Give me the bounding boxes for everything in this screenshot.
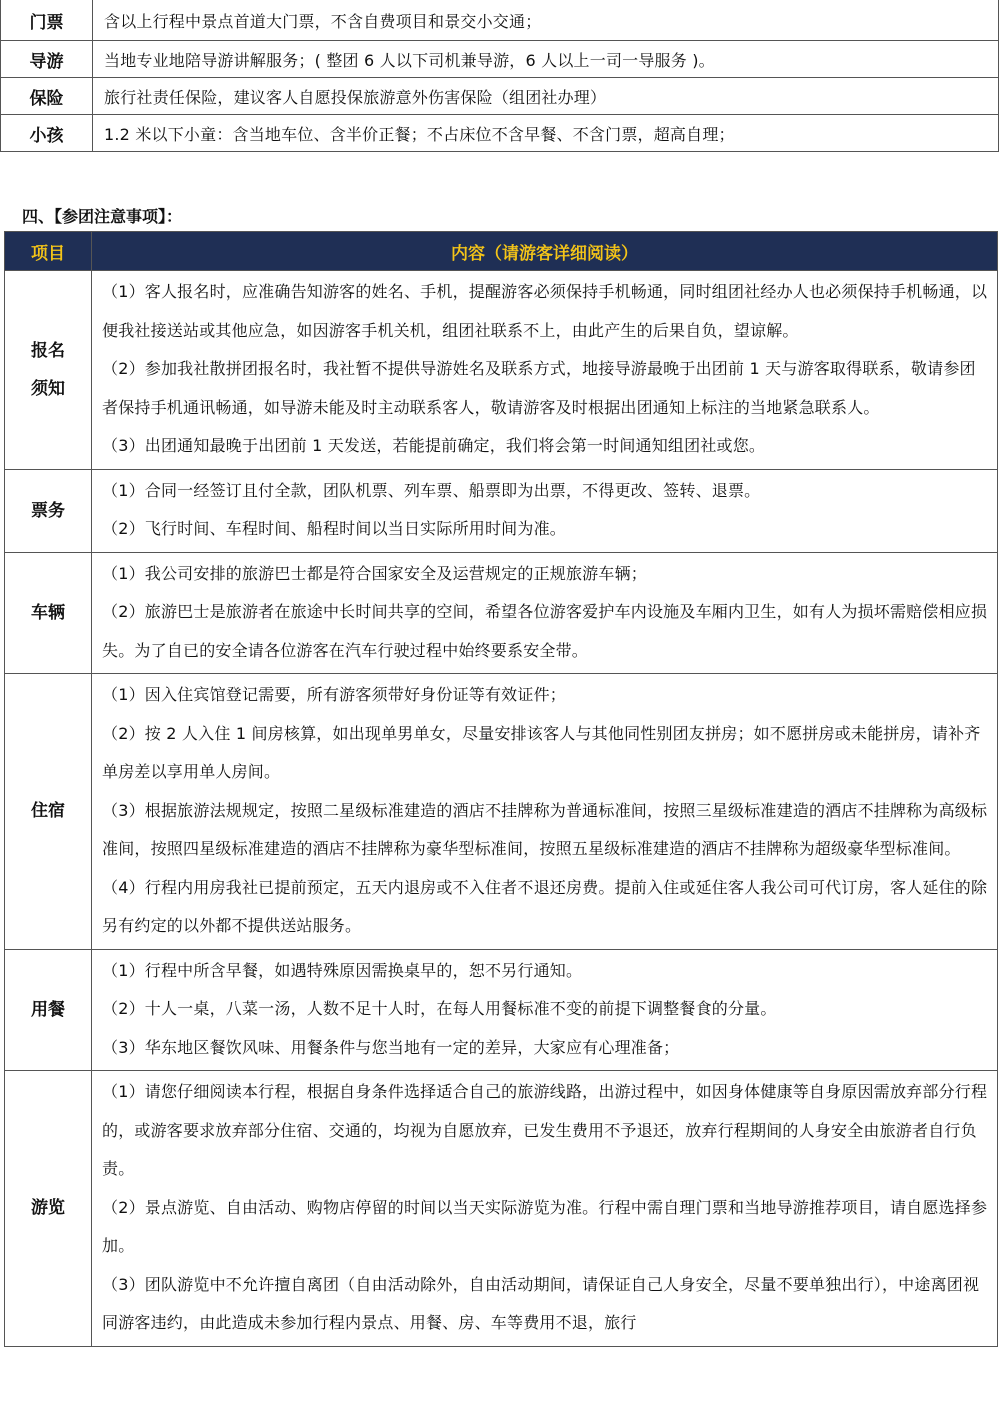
row-key <box>5 674 92 950</box>
row-key-line: 住宿 <box>31 801 65 822</box>
row-key <box>5 552 92 674</box>
table-row <box>5 271 998 470</box>
row-content <box>92 674 998 950</box>
table-row <box>1 78 999 115</box>
row-content <box>92 1071 998 1347</box>
table-row <box>1 115 999 152</box>
paragraph: （4）行程内用房我社已提前预定，五天内退房或不入住者不退还房费。提前入住或延住客人我公司可代订房，客人延住的除另有约定的以外都不提供送站服务。 <box>102 877 988 935</box>
row-key: 导游 <box>1 41 93 78</box>
fee-include-table <box>0 0 999 152</box>
table-row <box>5 552 998 674</box>
row-key <box>5 469 92 552</box>
paragraph: （1）合同一经签订且付全款，团队机票、列车票、船票即为出票，不得更改、签转、退票。 <box>102 480 761 500</box>
paragraph: （2）飞行时间、车程时间、船程时间以当日实际所用时间为准。 <box>102 519 566 538</box>
row-value: 1.2 米以下小童：含当地车位、含半价正餐；不占床位不含早餐、不含门票，超高自理； <box>93 115 999 152</box>
row-key <box>5 1071 92 1347</box>
row-value: 当地专业地陪导游讲解服务；( 整团 6 人以下司机兼导游，6 人以上一司一导服务 )。 <box>93 41 999 78</box>
paragraph: （3）华东地区餐饮风味、用餐条件与您当地有一定的差异，大家应有心理准备； <box>102 1037 680 1057</box>
row-key <box>5 949 92 1071</box>
header-item: 项目 <box>5 232 92 271</box>
paragraph: （1）行程中所含早餐，如遇特殊原因需换桌早的，恕不另行通知。 <box>102 960 583 980</box>
paragraph: （1）因入住宾馆登记需要，所有游客须带好身份证等有效证件； <box>102 685 566 704</box>
notes-table <box>4 231 998 1347</box>
row-key-line: 票务 <box>31 500 65 521</box>
paragraph: （1）客人报名时，应准确告知游客的姓名、手机，提醒游客必须保持手机畅通，同时组团社经办人也必须保持手机畅通，以便我社接送站或其他应急，如因游客手机关机，组团社联系不上，由此产生的后果自负，望谅解。 <box>102 282 988 340</box>
row-value: 旅行社责任保险，建议客人自愿投保旅游意外伤害保险（组团社办理） <box>93 78 999 115</box>
paragraph: （2）十人一桌，八菜一汤，人数不足十人时，在每人用餐标准不变的前提下调整餐食的分量。 <box>102 999 777 1018</box>
table-header-row <box>5 232 998 271</box>
paragraph: （3）根据旅游法规规定，按照二星级标准建造的酒店不挂牌称为普通标准间，按照三星级标准建造的酒店不挂牌称为高级标准间，按照四星级标准建造的酒店不挂牌称为豪华型标准间，按照五星级标准建造的酒店不挂牌称为超级豪华型标准间。 <box>102 800 988 858</box>
paragraph: （1）请您仔细阅读本行程，根据自身条件选择适合自己的旅游线路，出游过程中，如因身体健康等自身原因需放弃部分行程的，或游客要求放弃部分住宿、交通的，均视为自愿放弃，已发生费用不予退还，放弃行程期间的人身安全由旅游者自行负责。 <box>102 1082 988 1178</box>
table-row <box>5 674 998 950</box>
row-key: 保险 <box>1 78 93 115</box>
paragraph: （1）我公司安排的旅游巴士都是符合国家安全及运营规定的正规旅游车辆； <box>102 563 647 583</box>
paragraph: （3）出团通知最晚于出团前 1 天发送，若能提前确定，我们将会第一时间通知组团社或您。 <box>102 436 766 455</box>
row-key-line: 车辆 <box>31 602 65 623</box>
row-key-line: 须知 <box>31 378 65 399</box>
table-row <box>1 41 999 78</box>
row-content <box>92 469 998 552</box>
header-content: 内容（请游客详细阅读） <box>92 232 998 271</box>
table-row <box>5 469 998 552</box>
row-content <box>92 552 998 674</box>
row-key <box>5 271 92 470</box>
row-value: 含以上行程中景点首道大门票，不含自费项目和景交小交通； <box>93 0 999 41</box>
row-key: 小孩 <box>1 115 93 152</box>
row-key-line: 游览 <box>31 1198 65 1219</box>
row-key: 门票 <box>1 0 93 41</box>
row-key-line: 报名 <box>31 340 65 361</box>
table-row <box>5 1071 998 1347</box>
paragraph: （2）旅游巴士是旅游者在旅途中长时间共享的空间，希望各位游客爱护车内设施及车厢内卫生，如有人为损坏需赔偿相应损失。为了自已的安全请各位游客在汽车行驶过程中始终要系安全带。 <box>102 602 988 660</box>
section-title: 四、【参团注意事项】： <box>22 207 183 226</box>
paragraph: （2）景点游览、自由活动、购物店停留的时间以当天实际游览为准。行程中需自理门票和当地导游推荐项目，请自愿选择参加。 <box>102 1197 988 1255</box>
table-row <box>5 949 998 1071</box>
table-row <box>1 0 999 41</box>
paragraph: （2）参加我社散拼团报名时，我社暂不提供导游姓名及联系方式，地接导游最晚于出团前 1 天与游客取得联系，敬请参团者保持手机通讯畅通，如导游未能及时主动联系客人，敬请游客及时根据出团通知上标注的当地紧急联系人。 <box>102 359 976 417</box>
row-content <box>92 949 998 1071</box>
row-content <box>92 271 998 470</box>
row-key-line: 用餐 <box>31 999 65 1020</box>
paragraph: （3）团队游览中不允许擅自离团（自由活动除外，自由活动期间，请保证自己人身安全，尽量不要单独出行），中途离团视同游客违约，由此造成未参加行程内景点、用餐、房、车等费用不退，旅行 <box>102 1274 980 1332</box>
paragraph: （2）按 2 人入住 1 间房核算，如出现单男单女，尽量安排该客人与其他同性别团友拼房；如不愿拼房或未能拼房，请补齐单房差以享用单人房间。 <box>102 723 981 781</box>
